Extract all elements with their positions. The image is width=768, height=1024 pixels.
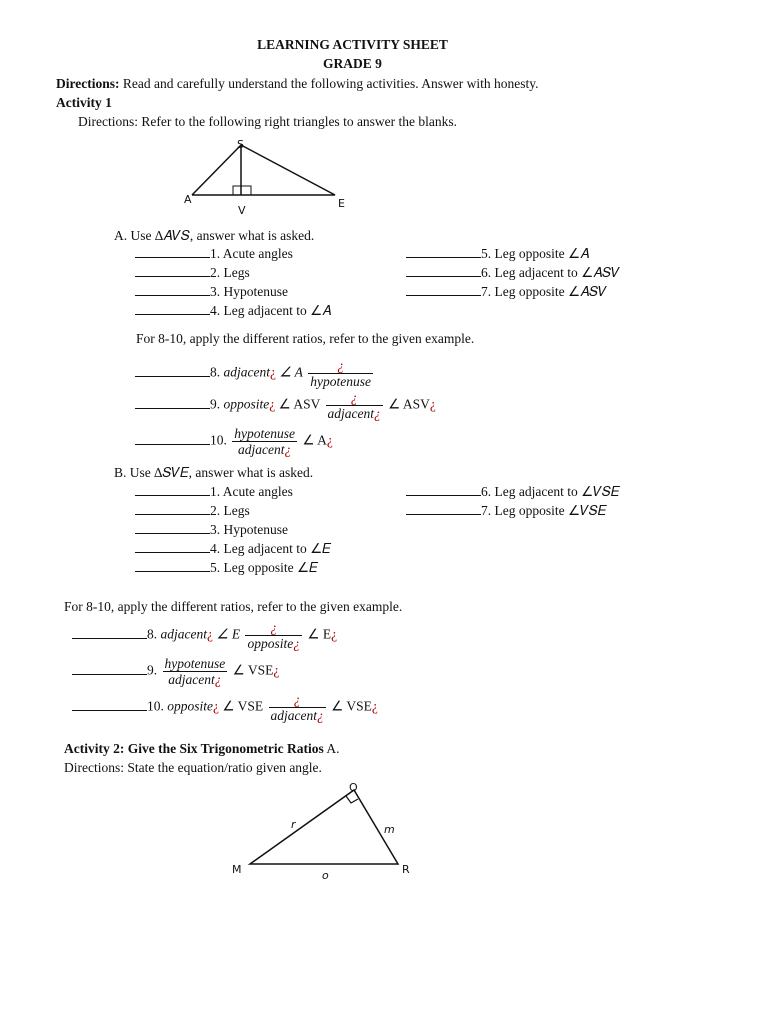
ratio-fraction: $\frac{\text{hypotenuse}}{\text{adjacent¿}}$ (234, 426, 295, 457)
vertex-e-label: E (338, 197, 345, 210)
side-m-label: m (384, 823, 395, 836)
partA-item-5[interactable]: 5. Leg opposite ∠𝐴 (406, 246, 589, 262)
partA-item-2[interactable]: 2. Legs (135, 265, 250, 281)
partA-ratio-9[interactable]: 9. opposite¿ ∠ ASV $\frac{¿}{\text{adjacent¿}}$ ∠ ASV¿ (135, 390, 436, 421)
partB-item-3[interactable]: 3. Hypotenuse (135, 522, 288, 538)
ratio-fraction: $\frac{\text{hypotenuse}}{\text{adjacent¿}}$ (164, 656, 226, 687)
partB-ratio-intro: For 8-10, apply the different ratios, refer to the given example. (64, 599, 403, 614)
side-r-label: r (291, 818, 296, 831)
partA-ratio-intro: For 8-10, apply the different ratios, refer to the given example. (136, 331, 475, 346)
activity1-directions: Directions: Refer to the following right triangles to answer the blanks. (78, 114, 458, 129)
partB-ratio-8[interactable]: 8. adjacent¿ ∠ E $\frac{¿}{\text{opposite¿}}$ ∠ E¿ (72, 620, 337, 651)
vertex-o-label: O (349, 781, 358, 794)
partA-intro: A. Use ∆𝐴𝑉𝑆, answer what is asked. (114, 228, 315, 243)
partB-item-1[interactable]: 1. Acute angles (135, 484, 293, 500)
partB-ratio-9[interactable]: 9. $\frac{\text{hypotenuse}}{\text{adjacent¿}}$ ∠ VSE¿ (72, 656, 279, 687)
activity2-title: Activity 2: Give the Six Trigonometric Ratios A. (64, 741, 340, 756)
vertex-s-label: S (237, 138, 244, 151)
partA-ratio-8[interactable]: 8. adjacent¿ ∠ A $\frac{¿}{\text{hypotenuse}}$ (135, 358, 375, 389)
vertex-r-label: R (402, 863, 410, 876)
vertex-v-label: V (238, 204, 246, 217)
partB-item-5[interactable]: 5. Leg opposite ∠𝐸 (135, 560, 318, 576)
partB-item-4[interactable]: 4. Leg adjacent to ∠𝐸 (135, 541, 331, 557)
side-o-label: o (322, 869, 329, 882)
activity1-title: Activity 1 (56, 95, 112, 110)
partA-item-6[interactable]: 6. Leg adjacent to ∠𝐴𝑆𝑉 (406, 265, 620, 281)
partA-ratio-10[interactable]: 10. $\frac{\text{hypotenuse}}{\text{adjacent¿}}$ ∠ A¿ (135, 426, 333, 457)
directions-text: Read and carefully understand the following activities. Answer with honesty. (119, 76, 539, 91)
partB-item-2[interactable]: 2. Legs (135, 503, 250, 519)
grade-label: GRADE 9 (323, 56, 382, 71)
partB-intro: B. Use ∆𝑆𝑉𝐸, answer what is asked. (114, 465, 314, 480)
ratio-fraction: $\frac{¿}{\text{opposite¿}}$ (247, 620, 300, 651)
partA-item-1[interactable]: 1. Acute angles (135, 246, 293, 262)
partA-item-3[interactable]: 3. Hypotenuse (135, 284, 288, 300)
ratio-fraction: $\frac{¿}{\text{adjacent¿}}$ (327, 390, 381, 421)
partB-item-6[interactable]: 6. Leg adjacent to ∠𝑉𝑆𝐸 (406, 484, 619, 500)
vertex-a-label: A (184, 193, 192, 206)
partA-item-4[interactable]: 4. Leg adjacent to ∠𝐴 (135, 303, 331, 319)
ratio-fraction: $\frac{¿}{\text{hypotenuse}}$ (310, 358, 371, 389)
ratio-fraction: $\frac{¿}{\text{adjacent¿}}$ (270, 692, 324, 723)
vertex-m-label: M (232, 863, 242, 876)
activity2-directions: Directions: State the equation/ratio given angle. (64, 760, 322, 775)
partB-ratio-10[interactable]: 10. opposite¿ ∠ VSE $\frac{¿}{\text{adjacent¿}}$ ∠ VSE¿ (72, 692, 378, 723)
directions-label: Directions: (56, 76, 120, 91)
partB-item-7[interactable]: 7. Leg opposite ∠𝑉𝑆𝐸 (406, 503, 606, 519)
partA-item-7[interactable]: 7. Leg opposite ∠𝐴𝑆𝑉 (406, 284, 607, 300)
sheet-title: LEARNING ACTIVITY SHEET (257, 37, 448, 52)
